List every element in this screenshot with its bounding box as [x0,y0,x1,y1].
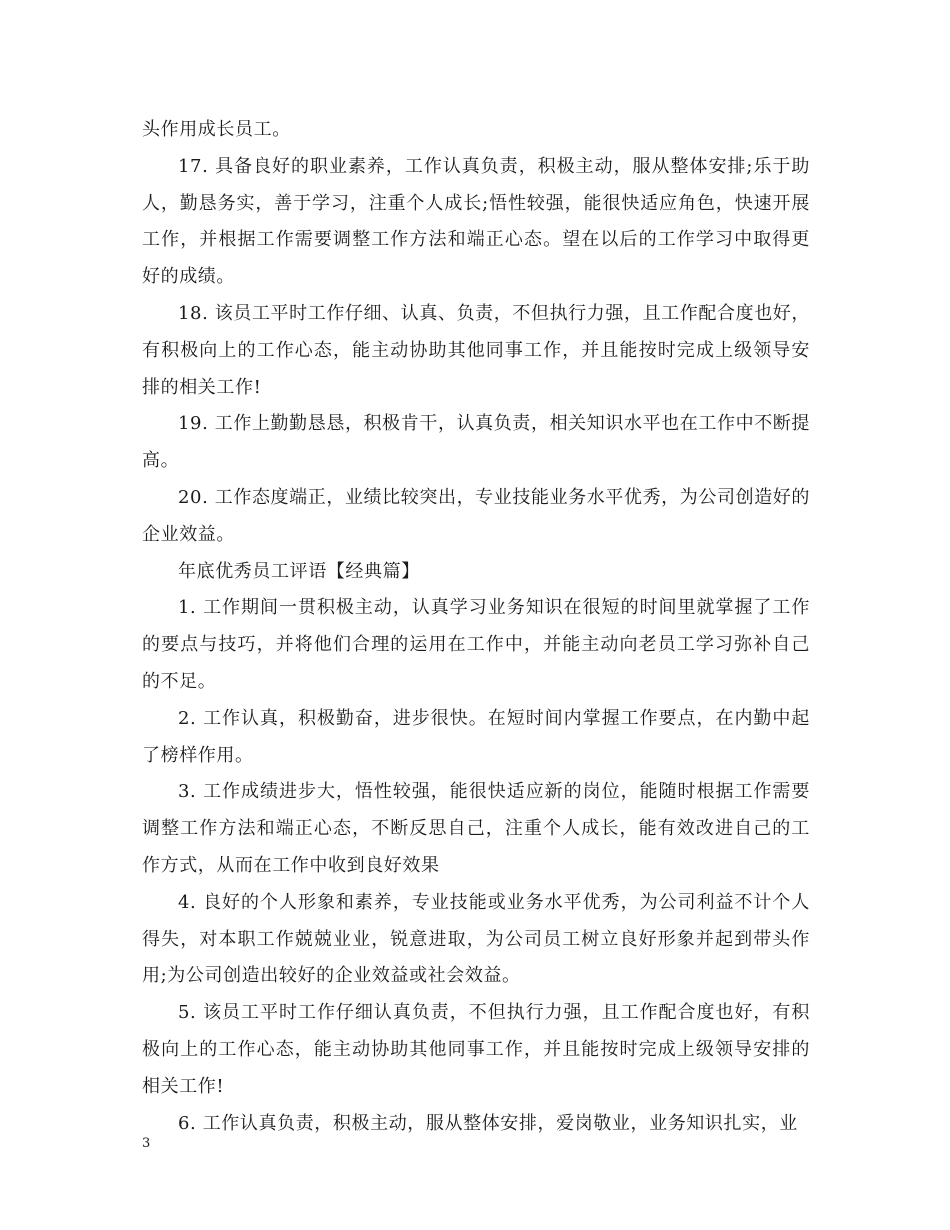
page-number: 3 [142,1136,151,1151]
paragraph: 4. 良好的个人形象和素养，专业技能或业务水平优秀，为公司利益不计个人得失，对本职工作兢兢业业，锐意进取，为公司员工树立良好形象并起到带头作用;为公司创造出较好的企业效益或社会效益。 [142,891,810,987]
paragraph: 5. 该员工平时工作仔细认真负责，不但执行力强，且工作配合度也好，有积极向上的工作心态，能主动协助其他同事工作，并且能按时完成上级领导安排的相关工作! [142,1002,810,1097]
document-body [142,112,810,1142]
paragraph: 1. 工作期间一贯积极主动，认真学习业务知识在很短的时间里就掌握了工作的要点与技巧，并将他们合理的运用在工作中，并能主动向老员工学习弥补自己的不足。 [142,597,810,692]
paragraph: 19. 工作上勤勤恳恳，积极肯干，认真负责，相关知识水平也在工作中不断提高。 [142,413,810,472]
section-heading: 年底优秀员工评语【经典篇】 [178,560,420,582]
paragraph: 18. 该员工平时工作仔细、认真、负责，不但执行力强，且工作配合度也好，有积极向上的工作心态，能主动协助其他同事工作，并且能按时完成上级领导安排的相关工作! [142,302,810,398]
paragraph: 6. 工作认真负责，积极主动，服从整体安排，爱岗敬业，业务知识扎实，业 [178,1112,798,1134]
paragraph: 头作用成长员工。 [142,119,291,140]
paragraph: 3. 工作成绩进步大，悟性较强，能很快适应新的岗位，能随时根据工作需要调整工作方法和端正心态，不断反思自己，注重个人成长，能有效改进自己的工作方式，从而在工作中收到良好效果 [142,781,810,876]
paragraph: 20. 工作态度端正，业绩比较突出，专业技能业务水平优秀，为公司创造好的企业效益。 [142,486,810,545]
paragraph: 17. 具备良好的职业素养，工作认真负责，积极主动，服从整体安排;乐于助人，勤恳务实，善于学习，注重个人成长;悟性较强，能很快适应角色，快速开展工作，并根据工作需要调整工作方法和端正心态。望在以后的工作学习中取得更好的成绩。 [142,155,810,288]
paragraph: 2. 工作认真，积极勤奋，进步很快。在短时间内掌握工作要点，在内勤中起了榜样作用。 [142,707,810,766]
